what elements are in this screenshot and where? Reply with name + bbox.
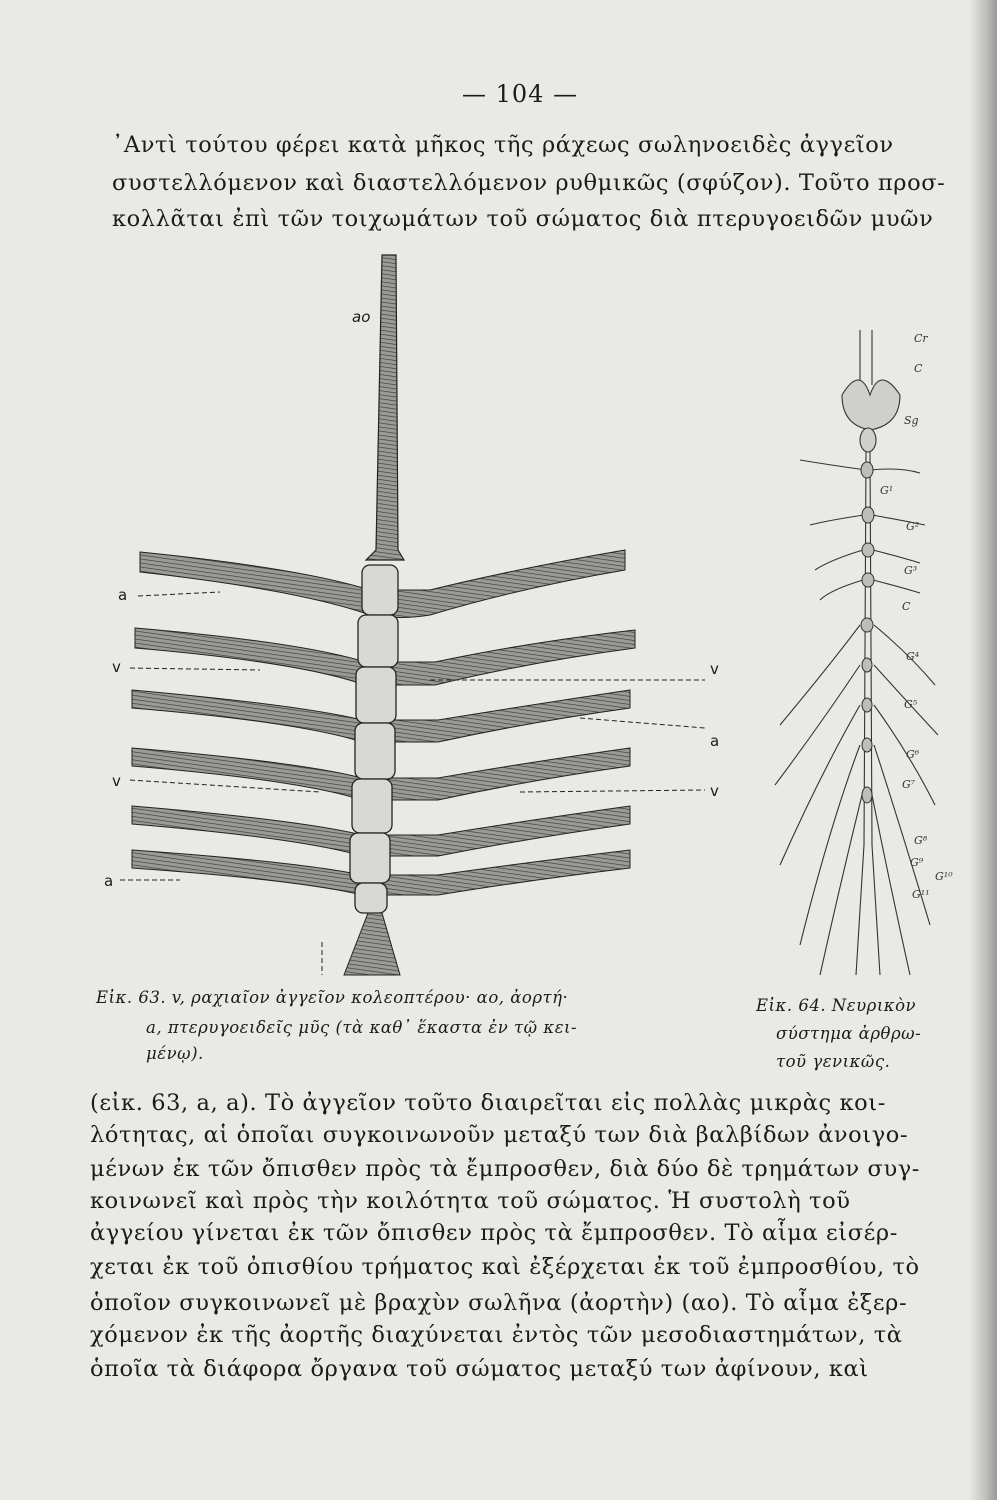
body-line-8: χόμενον ἐκ τῆς ἀορτῆς διαχύνεται ἐντὸς τῶν μεσοδιαστημάτων, τὰ: [90, 1322, 903, 1348]
body-line-7: ὁποῖον συγκοινωνεῖ μὲ βραχὺν σωλῆνα (ἀορτὴν) (αο). Τὸ αἷμα ἐξερ-: [90, 1290, 908, 1316]
label-g3: G³: [904, 564, 918, 577]
label-g5: G⁵: [904, 698, 918, 711]
label-a-right: a: [710, 732, 720, 750]
figure-63-caption-line-3: μένῳ).: [146, 1044, 204, 1063]
label-a-bottom: a: [104, 872, 114, 890]
figure-64-caption-line-2: σύστημα ἀρθρω-: [776, 1024, 922, 1043]
body-line-4: κοινωνεῖ καὶ πρὸς τὴν κοιλότητα τοῦ σώματος. Ἡ συστολὴ τοῦ: [90, 1188, 851, 1214]
label-g6: G⁶: [906, 748, 920, 761]
page-binding-shadow: [969, 0, 997, 1500]
label-g9: G⁹: [910, 856, 924, 869]
label-g2: G²: [906, 520, 920, 533]
label-sg: Sg: [904, 414, 919, 427]
text-line-1: ᾽Αντὶ τούτου φέρει κατὰ μῆκος τῆς ράχεως σωληνοειδὲς ἀγγεῖον: [112, 132, 894, 158]
label-c2: C: [902, 600, 911, 613]
label-cr: Cr: [914, 332, 928, 345]
label-v-left-2: v: [112, 772, 121, 790]
label-ao: ao: [352, 308, 371, 326]
text-line-3: κολλᾶται ἐπὶ τῶν τοιχωμάτων τοῦ σώματος διὰ πτερυγοειδῶν μυῶν: [112, 206, 934, 232]
label-g10: G¹⁰: [935, 870, 953, 883]
body-line-1: (εἰκ. 63, a, a). Τὸ ἀγγεῖον τοῦτο διαιρεῖται εἰς πολλὰς μικρὰς κοι-: [90, 1090, 886, 1116]
body-line-9: ὁποῖα τὰ διάφορα ὄργανα τοῦ σώματος μεταξύ των ἀφίνουν, καὶ: [90, 1356, 869, 1382]
figure-64-caption-line-3: τοῦ γενικῶς.: [776, 1052, 891, 1071]
body-line-3: μένων ἐκ τῶν ὄπισθεν πρὸς τὰ ἔμπροσθεν, διὰ δύο δὲ τρημάτων συγ-: [90, 1156, 920, 1182]
text-line-2: συστελλόμενον καὶ διαστελλόμενον ρυθμικῶς (σφύζον). Τοῦτο προσ-: [112, 170, 946, 196]
figure-63-dorsal-vessel: [100, 250, 740, 990]
figure-64-nervous-system: [760, 325, 950, 985]
label-v-right-1: v: [710, 660, 719, 678]
figure-63-caption-line-1: Εἰκ. 63. v, ραχιαῖον ἀγγεῖον κολεοπτέρου· αο, ἀορτή·: [96, 988, 569, 1007]
body-line-2: λότητας, αἱ ὁποῖαι συγκοινωνοῦν μεταξύ των διὰ βαλβίδων ἀνοιγο-: [90, 1122, 909, 1148]
body-line-5: ἀγγείου γίνεται ἐκ τῶν ὄπισθεν πρὸς τὰ ἔμπροσθεν. Τὸ αἷμα εἰσέρ-: [90, 1220, 898, 1246]
body-line-6: χεται ἐκ τοῦ ὀπισθίου τρήματος καὶ ἐξέρχεται ἐκ τοῦ ἐμπροσθίου, τὸ: [90, 1254, 920, 1280]
label-c: C: [914, 362, 923, 375]
label-v-left-1: v: [112, 658, 121, 676]
label-g11: G¹¹: [912, 888, 930, 901]
figure-63-caption-line-2: a, πτερυγοειδεῖς μῦς (τὰ καθ᾽ ἕκαστα ἐν τῷ κει-: [146, 1018, 578, 1037]
label-v-right-2: v: [710, 782, 719, 800]
page-number: — 104 —: [462, 80, 579, 108]
label-a-top: a: [118, 586, 128, 604]
label-g1: G¹: [880, 484, 894, 497]
label-g8: G⁸: [914, 834, 928, 847]
label-g7: G⁷: [902, 778, 916, 791]
figure-64-caption-line-1: Εἰκ. 64. Νευρικὸν: [756, 996, 917, 1015]
label-g4: G⁴: [906, 650, 920, 663]
